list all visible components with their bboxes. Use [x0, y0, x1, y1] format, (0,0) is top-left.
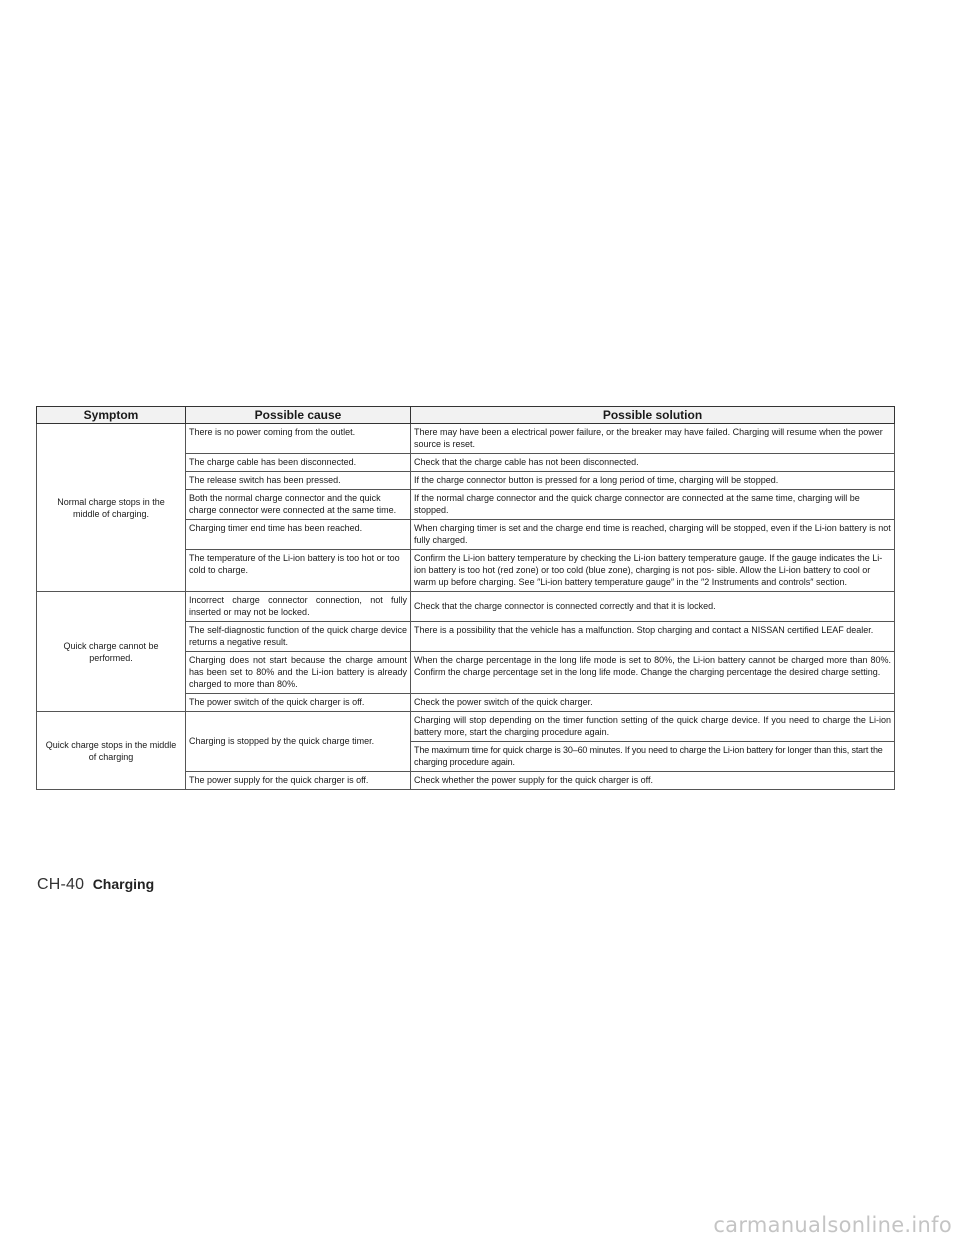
table-row [37, 592, 895, 622]
solution-cell: There is a possibility that the vehicle has a malfunction. Stop charging and contact a NISSAN certified LEAF dealer. [411, 622, 895, 652]
table-header-row [37, 407, 895, 424]
solution-cell: Check whether the power supply for the quick charger is off. [411, 772, 895, 790]
solution-cell: The maximum time for quick charge is 30–60 minutes. If you need to charge the Li-ion battery for longer than this, start the charging procedure again. [411, 742, 895, 772]
header-possible-solution: Possible solution [411, 407, 895, 424]
cause-cell: Charging does not start because the charge amount has been set to 80% and the Li-ion battery is already charged to more than 80%. [186, 652, 411, 694]
cause-cell: There is no power coming from the outlet. [186, 424, 411, 454]
solution-cell: Charging will stop depending on the timer function setting of the quick charge device. If you need to charge the Li-ion battery more, start the charging procedure again. [411, 712, 895, 742]
solution-cell: There may have been a electrical power failure, or the breaker may have failed. Charging will resume when the power source is reset. [411, 424, 895, 454]
cause-cell: The self-diagnostic function of the quick charge device returns a negative result. [186, 622, 411, 652]
table-row [37, 424, 895, 454]
solution-cell: Confirm the Li-ion battery temperature by checking the Li-ion battery temperature gauge. If the gauge indicates the Li-ion battery is too hot (red zone) or too cold (blue zone), charging is not pos- sible. Allow the Li-ion battery to cool or warm up before charging. See ″Li-ion battery temperature gauge″ in the ″2 Instruments and controls″ section. [411, 550, 895, 592]
solution-cell: Check the power switch of the quick charger. [411, 694, 895, 712]
cause-cell: Charging timer end time has been reached. [186, 520, 411, 550]
section-title: Charging [92, 876, 155, 892]
cause-cell: The power supply for the quick charger is off. [186, 772, 411, 790]
table-row [37, 712, 895, 742]
header-symptom: Symptom [37, 407, 186, 424]
symptom-cell: Normal charge stops in the middle of charging. [37, 424, 186, 592]
symptom-cell: Quick charge stops in the middle of charging [37, 712, 186, 790]
solution-cell: If the normal charge connector and the quick charge connector are connected at the same time, charging will be stopped. [411, 490, 895, 520]
cause-cell: Incorrect charge connector connection, not fully inserted or may not be locked. [186, 592, 411, 622]
symptom-cell: Quick charge cannot be performed. [37, 592, 186, 712]
cause-cell: The release switch has been pressed. [186, 472, 411, 490]
cause-cell: The temperature of the Li-ion battery is too hot or too cold to charge. [186, 550, 411, 592]
page-number: CH-40 [37, 876, 85, 893]
cause-cell: Charging is stopped by the quick charge timer. [186, 712, 411, 772]
header-possible-cause: Possible cause [186, 407, 411, 424]
solution-cell: If the charge connector button is pressed for a long period of time, charging will be stopped. [411, 472, 895, 490]
troubleshooting-table [36, 406, 895, 790]
cause-cell: Both the normal charge connector and the quick charge connector were connected at the same time. [186, 490, 411, 520]
solution-cell: When the charge percentage in the long life mode is set to 80%, the Li-ion battery cannot be charged more than 80%. Confirm the charge percentage set in the long life mode. Change the charging percentage the desired charge setting. [411, 652, 895, 694]
troubleshooting-table-container [36, 406, 894, 790]
cause-cell: The charge cable has been disconnected. [186, 454, 411, 472]
page-footer [37, 876, 154, 894]
solution-cell: Check that the charge cable has not been disconnected. [411, 454, 895, 472]
solution-cell: Check that the charge connector is connected correctly and that it is locked. [411, 592, 895, 622]
solution-cell: When charging timer is set and the charge end time is reached, charging will be stopped, even if the Li-ion battery is not fully charged. [411, 520, 895, 550]
watermark: carmanualsonline.info [713, 1213, 952, 1237]
cause-cell: The power switch of the quick charger is off. [186, 694, 411, 712]
